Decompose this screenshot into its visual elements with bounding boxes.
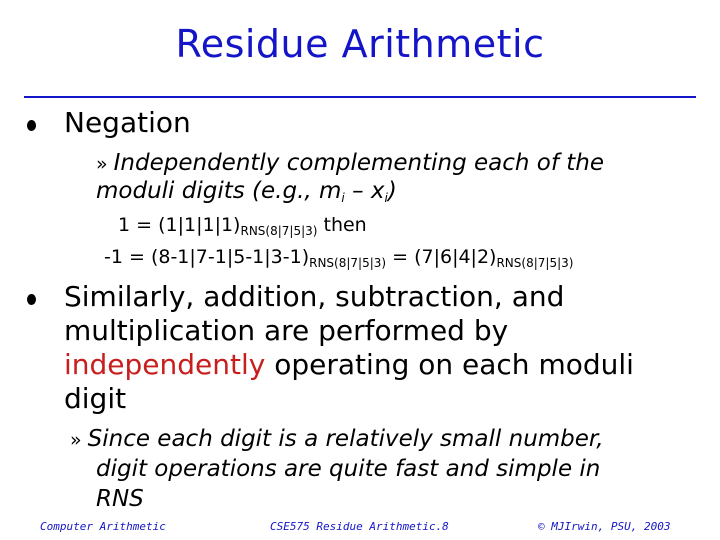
similarly-sub-line1: Since each digit is a relatively small number, [87, 426, 604, 452]
ex2-pre: -1 = (8-1|7-1|5-1|3-1) [104, 246, 310, 268]
negation-subpoint [96, 150, 604, 178]
ex1-pre: 1 = (1|1|1|1) [118, 214, 241, 236]
bullet-negation: Negation [64, 106, 191, 139]
bullet-similarly-line2: multiplication are performed by [64, 314, 509, 347]
bullet-dot [27, 294, 36, 305]
line2-post: ) [387, 178, 397, 204]
bullet-similarly-line1: Similarly, addition, subtraction, and [64, 280, 565, 313]
ex1-sub: RNS(8|7|5|3) [240, 224, 318, 238]
similarly-sub-line2: digit operations are quite fast and simple in [96, 456, 601, 482]
line2-mid: – x [344, 178, 385, 204]
subpoint-marker: » [70, 429, 82, 451]
line2-pre: moduli digits (e.g., m [96, 178, 342, 204]
negation-sub-line1: Independently complementing each of the [113, 150, 605, 176]
ex2-mid: = (7|6|4|2) [386, 246, 497, 268]
line2-sub2: i [384, 191, 388, 205]
ex1-post: then [317, 214, 367, 236]
slide-title: Residue Arithmetic [175, 22, 545, 66]
negation-example-1 [118, 214, 367, 236]
footer-left: Computer Arithmetic [40, 520, 166, 533]
negation-sub-line2 [96, 178, 397, 205]
line3-rest: operating on each moduli [265, 348, 634, 381]
title-divider [24, 96, 696, 98]
bullet-dot [27, 120, 36, 131]
bullet-similarly-line4: digit [64, 382, 127, 415]
line2-sub1: i [341, 191, 345, 205]
similarly-sub-line3: RNS [96, 486, 144, 512]
highlight-independently: independently [64, 348, 266, 381]
ex2-sub: RNS(8|7|5|3) [309, 256, 387, 270]
negation-example-2 [104, 246, 573, 268]
bullet-similarly-line3 [64, 348, 634, 382]
similarly-subpoint [70, 426, 604, 454]
subpoint-marker: » [96, 153, 108, 175]
footer-center: CSE575 Residue Arithmetic.8 [270, 520, 449, 533]
footer-right: © MJIrwin, PSU, 2003 [538, 520, 671, 533]
ex2-sub2: RNS(8|7|5|3) [496, 256, 574, 270]
